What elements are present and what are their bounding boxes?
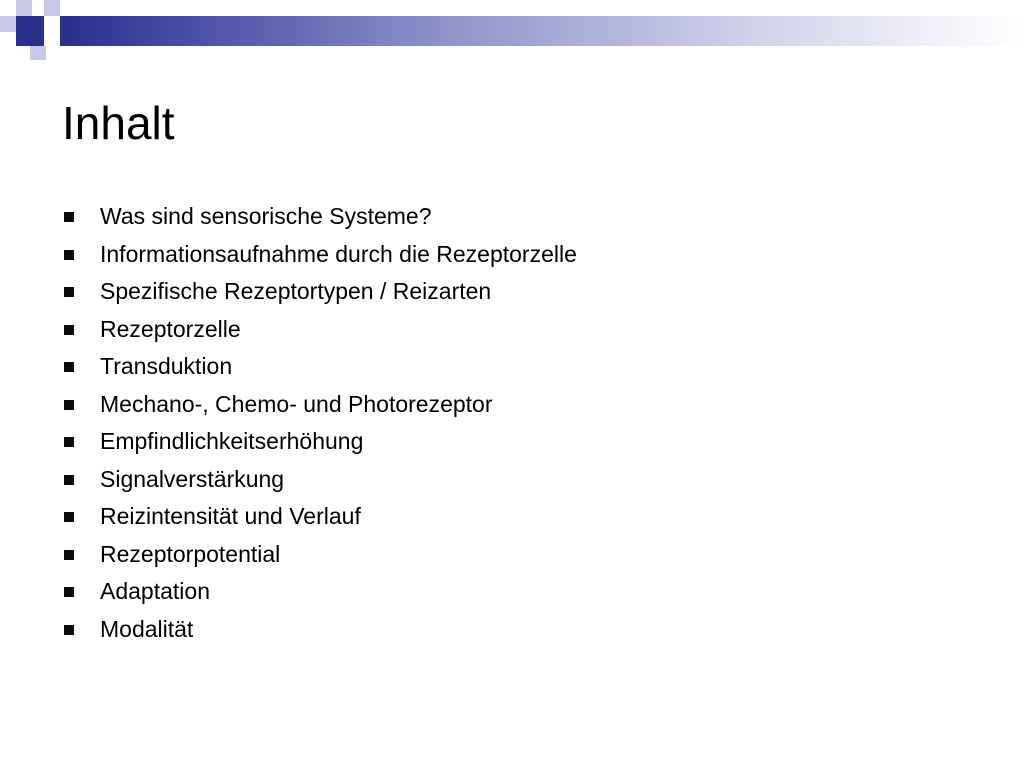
square-bullet-icon <box>64 475 74 485</box>
bullet-text: Rezeptorpotential <box>100 540 281 567</box>
bullet-item <box>62 311 577 349</box>
bullet-item <box>62 536 577 574</box>
bullet-text: Reizintensität und Verlauf <box>100 503 361 529</box>
header-gradient-band <box>60 16 1024 46</box>
square-bullet-icon <box>64 400 74 410</box>
bullet-text: Informationsaufnahme durch die Rezeptorzelle <box>100 240 577 267</box>
bullet-text: Rezeptorzelle <box>100 315 241 342</box>
square-bullet-icon <box>64 250 74 260</box>
bullet-item <box>62 461 577 499</box>
square-bullet-icon <box>64 550 74 560</box>
header-square <box>30 46 46 60</box>
bullet-text: Empfindlichkeitserhöhung <box>100 428 364 454</box>
header-square <box>16 16 44 46</box>
square-bullet-icon <box>64 212 74 222</box>
bullet-item <box>62 498 577 536</box>
bullet-item <box>62 273 577 311</box>
bullet-item <box>62 573 577 611</box>
square-bullet-icon <box>64 325 74 335</box>
bullet-item <box>62 236 577 274</box>
bullet-item <box>62 423 577 461</box>
header-square <box>16 0 32 16</box>
bullet-item <box>62 611 577 649</box>
bullet-text: Modalität <box>100 615 194 642</box>
square-bullet-icon <box>64 625 74 635</box>
square-bullet-icon <box>64 587 74 597</box>
header-square <box>0 0 16 16</box>
square-bullet-icon <box>64 287 74 297</box>
square-bullet-icon <box>64 362 74 372</box>
bullet-text: Transduktion <box>100 353 233 379</box>
bullet-text: Adaptation <box>100 578 210 604</box>
bullet-text: Signalverstärkung <box>100 465 285 492</box>
bullet-item <box>62 348 577 386</box>
header-square <box>0 16 16 32</box>
bullet-item <box>62 386 577 424</box>
bullet-text: Spezifische Rezeptortypen / Reizarten <box>100 278 492 304</box>
slide-title: Inhalt <box>62 97 175 149</box>
square-bullet-icon <box>64 437 74 447</box>
bullet-item <box>62 198 577 236</box>
bullet-text: Was sind sensorische Systeme? <box>100 203 432 229</box>
header-square <box>44 0 60 16</box>
bullet-text: Mechano-, Chemo- und Photorezeptor <box>100 390 493 417</box>
bullet-list <box>62 198 577 648</box>
square-bullet-icon <box>64 512 74 522</box>
header-square <box>44 16 60 46</box>
